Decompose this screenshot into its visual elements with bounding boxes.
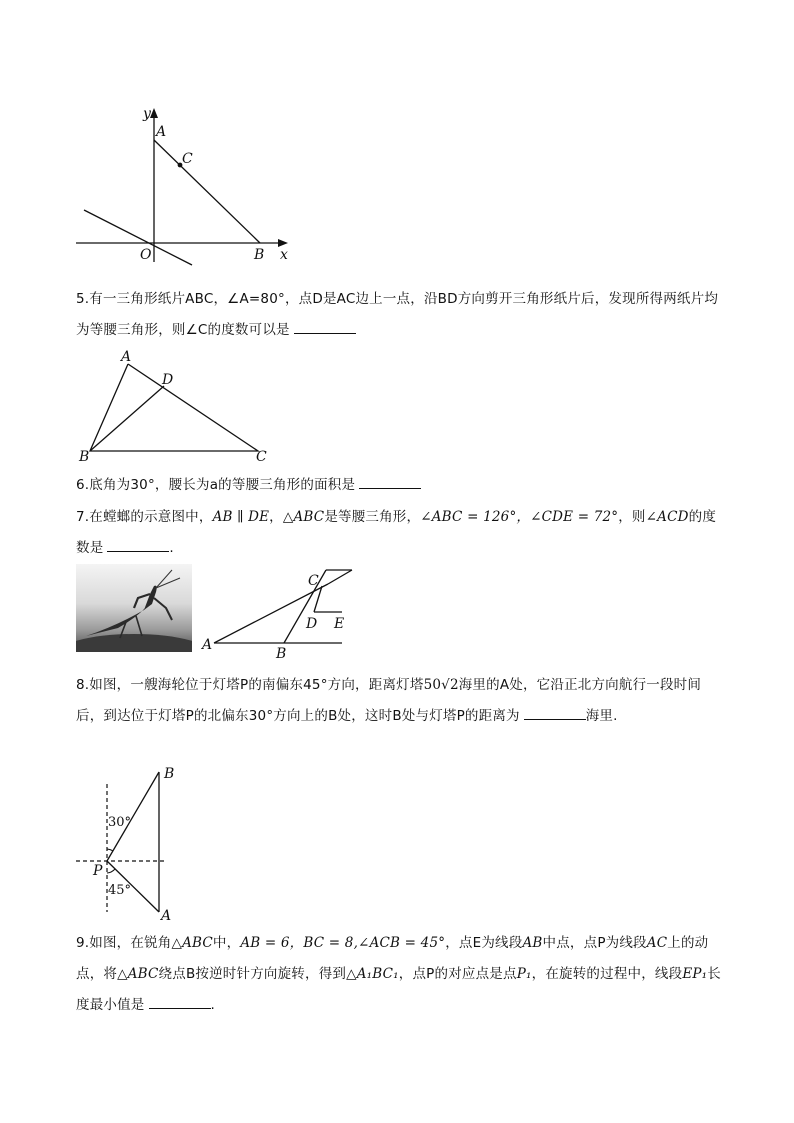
- triangle-abc-figure: [76, 348, 276, 464]
- label-b: B: [254, 247, 265, 263]
- q7-prefix: 7.在螳螂的示意图中，: [76, 509, 213, 525]
- label-c: C: [308, 573, 319, 589]
- q7-angles: ∠ABC = 126°，∠CDE = 72°: [420, 509, 619, 525]
- q7-sep: ，则: [618, 509, 646, 525]
- q9-end: .: [210, 997, 215, 1013]
- y-axis-arrow: [150, 108, 158, 118]
- line-through-origin: [84, 210, 192, 265]
- q8-text-after: 海里的A处，它沿正北方向航行一段时间后，到达位于灯塔P的北偏东30°方向上的B处，这时B处与灯塔P的距离为: [76, 677, 702, 724]
- q7-condition-parallel: AB ∥ DE: [212, 509, 270, 525]
- label-b: B: [276, 646, 287, 662]
- segment-diagonal: [328, 570, 352, 584]
- q7-target-angle: ∠ACD: [645, 509, 689, 525]
- triangle-abc: [90, 364, 258, 451]
- angle-arc-north: [107, 849, 113, 851]
- q7-mid: 是等腰三角形，: [324, 509, 421, 525]
- q8-text-before: 8.如图，一艘海轮位于灯塔P的南偏东45°方向，距离灯塔: [76, 677, 424, 693]
- label-o: O: [140, 247, 152, 263]
- q9-triangle: △ABC: [171, 935, 213, 951]
- q9-text: 绕点B按逆时针方向旋转，得到: [158, 966, 347, 982]
- q9-text: 中点，点P为线段: [542, 935, 647, 951]
- answer-blank: [107, 537, 169, 552]
- label-a: A: [121, 349, 132, 365]
- q7-triangle: △ABC: [282, 509, 325, 525]
- lighthouse-figure: [72, 762, 192, 922]
- coordinate-figure: [70, 100, 300, 270]
- label-x: x: [280, 247, 288, 263]
- q9-point-p1: P₁: [516, 966, 532, 982]
- answer-blank: [294, 319, 356, 334]
- label-a: A: [202, 637, 213, 653]
- x-axis-arrow: [278, 239, 288, 247]
- label-angle-45: 45°: [108, 883, 132, 898]
- line-ab: [154, 140, 260, 243]
- question-5: [76, 284, 722, 346]
- mantis-silhouette: [76, 564, 192, 652]
- answer-blank: [524, 705, 586, 720]
- q9-text: ，点E为线段: [445, 935, 523, 951]
- question-8: [76, 670, 722, 732]
- label-e: E: [334, 616, 345, 632]
- q8-unit: 海里.: [585, 708, 618, 724]
- answer-blank: [149, 994, 211, 1009]
- label-d: D: [162, 372, 174, 388]
- label-p: P: [93, 863, 103, 879]
- q7-suffix: 的度数是: [76, 509, 717, 556]
- label-angle-30: 30°: [108, 815, 132, 830]
- q9-text: ，在旋转的过程中，线段: [531, 966, 683, 982]
- answer-blank: [359, 474, 421, 489]
- q9-prefix: 9.如图，在锐角: [76, 935, 172, 951]
- q9-condition: AB = 6，BC = 8,∠ACB = 45°: [240, 935, 446, 951]
- q6-text: 6.底角为30°，腰长为a的等腰三角形的面积是: [76, 477, 356, 493]
- line-ac: [214, 584, 328, 643]
- q9-suffix: 长度最小值是: [76, 966, 721, 1013]
- q9-text: ，点P的对应点是点: [398, 966, 517, 982]
- q9-rotated-triangle: △A₁BC₁: [346, 966, 399, 982]
- label-a: A: [156, 124, 167, 140]
- label-c: C: [256, 449, 267, 465]
- label-c: C: [182, 151, 193, 167]
- q5-text: 5.有一三角形纸片ABC，∠A=80°，点D是AC边上一点，沿BD方向剪开三角形纸片后，发现所得两纸片均为等腰三角形，则∠C的度数可以是: [76, 291, 719, 338]
- question-6: [76, 470, 722, 501]
- label-a: A: [161, 908, 172, 924]
- q9-triangle: △ABC: [117, 966, 159, 982]
- q9-segment-ep1: EP₁: [682, 966, 708, 982]
- q8-distance: 50√2: [423, 677, 459, 693]
- q7-sep: ，: [269, 509, 283, 525]
- label-b: B: [79, 449, 90, 465]
- segment-bd: [90, 386, 164, 451]
- q9-text: 中，: [212, 935, 241, 951]
- label-d: D: [306, 616, 318, 632]
- question-9: [76, 928, 722, 1021]
- q7-end: .: [169, 540, 174, 556]
- label-y: y: [143, 106, 151, 122]
- label-b: B: [164, 766, 175, 782]
- q9-segment-ab: AB: [522, 935, 543, 951]
- line-bc: [284, 570, 326, 643]
- question-7: [76, 502, 722, 564]
- angle-arc-south: [107, 869, 115, 873]
- q9-segment-ac: AC: [646, 935, 668, 951]
- mantis-diagram: [200, 564, 360, 662]
- q9-text: 上的动点，将: [76, 935, 709, 982]
- mantis-photo: [76, 564, 192, 652]
